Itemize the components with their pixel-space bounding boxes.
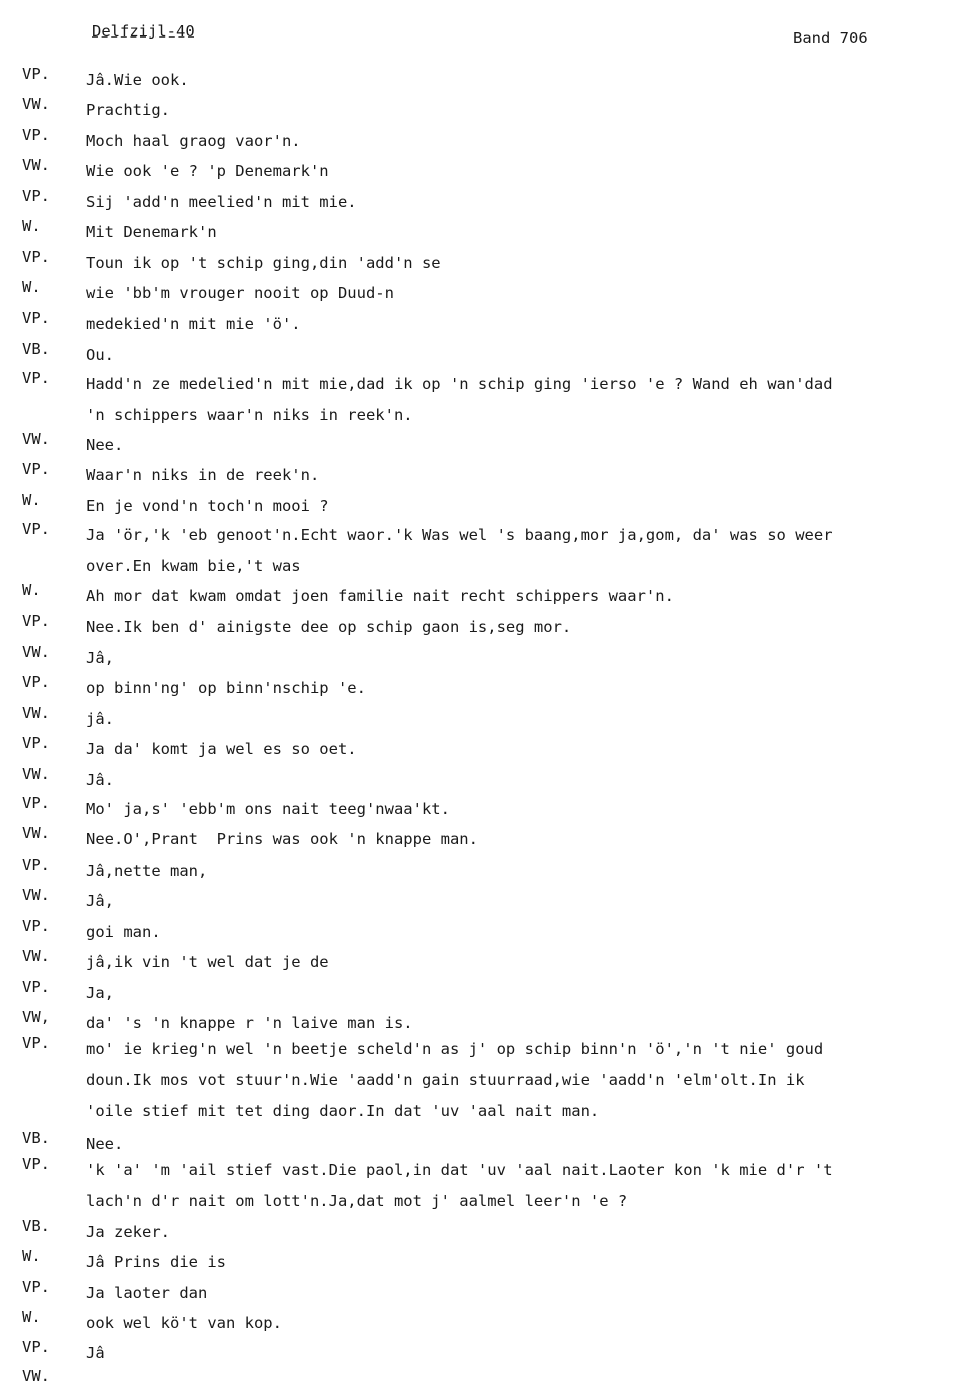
utterance-text: Ja, — [86, 984, 114, 1002]
utterance-text: Ou. — [86, 346, 114, 364]
speaker-label: VW. — [22, 765, 50, 783]
speaker-label: VP. — [22, 673, 50, 691]
tape-number: Band 706 — [793, 29, 868, 47]
speaker-label: VW. — [22, 947, 50, 965]
speaker-label: W. — [22, 581, 41, 599]
utterance-text: Ja 'ör,'k 'eb genoot'n.Echt waor.'k Was wel 's baang,mor ja,gom, da' was so weer over.En kwam bie,'t was — [86, 526, 833, 575]
utterance-text: Moch haal graog vaor'n. — [86, 132, 301, 150]
speaker-label: VP. — [22, 856, 50, 874]
utterance-text: Jâ, — [86, 892, 114, 910]
speaker-label: VB. — [22, 1217, 50, 1235]
speaker-label: VW. — [22, 156, 50, 174]
utterance-text: wie 'bb'm vrouger nooit op Duud-n — [86, 284, 394, 302]
speaker-label: VW. — [22, 824, 50, 842]
document-id: Delfzijl-40 — [92, 22, 195, 40]
utterance-text: jâ,ik vin 't wel dat je de — [86, 953, 329, 971]
utterance-text: Nee. — [86, 436, 124, 454]
utterance-text: mo' ie krieg'n wel 'n beetje scheld'n as j' op schip binn'n 'ö','n 't nie' goud doun.Ik mos vot stuur'n.Wie 'aadd'n gain stuurraad,wie 'aadd'n 'elm'olt.In ik 'oile stief mit tet ding daor.In dat 'uv 'aal nait man. — [86, 1040, 824, 1120]
speaker-label: VW. — [22, 886, 50, 904]
utterance-text: Ja zeker. — [86, 1223, 170, 1241]
speaker-label: VP. — [22, 1034, 50, 1052]
speaker-label: VW. — [22, 430, 50, 448]
speaker-label: VP. — [22, 187, 50, 205]
utterance-text: Ah mor dat kwam omdat joen familie nait recht schippers waar'n. — [86, 587, 674, 605]
utterance-text: 'k 'a' 'm 'ail stief vast.Die paol,in dat 'uv 'aal nait.Laoter kon 'k mie d'r 't lach'n d'r nait om lott'n.Ja,dat mot j' aalmel leer'n 'e ? — [86, 1161, 833, 1210]
speaker-label: W. — [22, 491, 41, 509]
utterance-text: Mo' ja,s' 'ebb'm ons nait teeg'nwaa'kt. — [86, 800, 450, 818]
speaker-label: VP. — [22, 612, 50, 630]
speaker-label: VP. — [22, 794, 50, 812]
utterance-text: Jâ Prins die is — [86, 1253, 226, 1271]
speaker-label: W. — [22, 1308, 41, 1326]
utterance-text: jâ. — [86, 710, 114, 728]
speaker-label: VW. — [22, 1367, 50, 1385]
utterance-text: op binn'ng' op binn'nschip 'e. — [86, 679, 366, 697]
utterance-text: Nee.Ik ben d' ainigste dee op schip gaon is,seg mor. — [86, 618, 572, 636]
utterance-text: Nee.O',Prant Prins was ook 'n knappe man. — [86, 830, 478, 848]
utterance-text: Wie ook 'e ? 'p Denemark'n — [86, 162, 329, 180]
speaker-label: VP. — [22, 520, 50, 538]
speaker-label: VP. — [22, 65, 50, 83]
utterance-text: Nee. — [86, 1135, 124, 1153]
speaker-label: VP. — [22, 369, 50, 387]
utterance-text: Toun ik op 't schip ging,din 'add'n se — [86, 254, 441, 272]
utterance-text: Sij 'add'n meelied'n mit mie. — [86, 193, 357, 211]
utterance-text: goi man. — [86, 923, 161, 941]
utterance-text: Ja laoter dan — [86, 1284, 208, 1302]
utterance-text: Hadd'n ze medelied'n mit mie,dad ik op 'n schip ging 'ierso 'e ? Wand eh wan'dad 'n schippers waar'n niks in reek'n. — [86, 375, 833, 424]
utterance-text: medekied'n mit mie 'ö'. — [86, 315, 301, 333]
speaker-label: VP. — [22, 309, 50, 327]
speaker-label: VP. — [22, 978, 50, 996]
speaker-label: VB. — [22, 1129, 50, 1147]
speaker-label: VP. — [22, 917, 50, 935]
utterance-text: Jâ.Wie ook. — [86, 71, 189, 89]
speaker-label: VW. — [22, 95, 50, 113]
utterance-text: da' 's 'n knappe r 'n laive man is. — [86, 1014, 413, 1032]
utterance-text: Waar'n niks in de reek'n. — [86, 466, 320, 484]
speaker-label: VW. — [22, 643, 50, 661]
speaker-label: VP. — [22, 1278, 50, 1296]
speaker-label: VP. — [22, 460, 50, 478]
speaker-label: W. — [22, 1247, 41, 1265]
utterance-text: En je vond'n toch'n mooi ? — [86, 497, 329, 515]
speaker-label: VB. — [22, 340, 50, 358]
speaker-label: VP. — [22, 1338, 50, 1356]
speaker-label: VW. — [22, 704, 50, 722]
utterance-text: ook wel kö't van kop. — [86, 1314, 282, 1332]
utterance-text: Prachtig. — [86, 101, 170, 119]
speaker-label: VP. — [22, 126, 50, 144]
utterance-text: Jâ, — [86, 649, 114, 667]
speaker-label: W. — [22, 278, 41, 296]
utterance-text: Jâ. — [86, 771, 114, 789]
speaker-label: VW, — [22, 1008, 50, 1026]
speaker-label: VP. — [22, 1155, 50, 1173]
utterance-text: Jâ,nette man, — [86, 862, 208, 880]
utterance-text: Mit Denemark'n — [86, 223, 217, 241]
speaker-label: W. — [22, 217, 41, 235]
utterance-text: Jâ — [86, 1344, 105, 1362]
utterance-text: Ja da' komt ja wel es so oet. — [86, 740, 357, 758]
speaker-label: VP. — [22, 248, 50, 266]
speaker-label: VP. — [22, 734, 50, 752]
